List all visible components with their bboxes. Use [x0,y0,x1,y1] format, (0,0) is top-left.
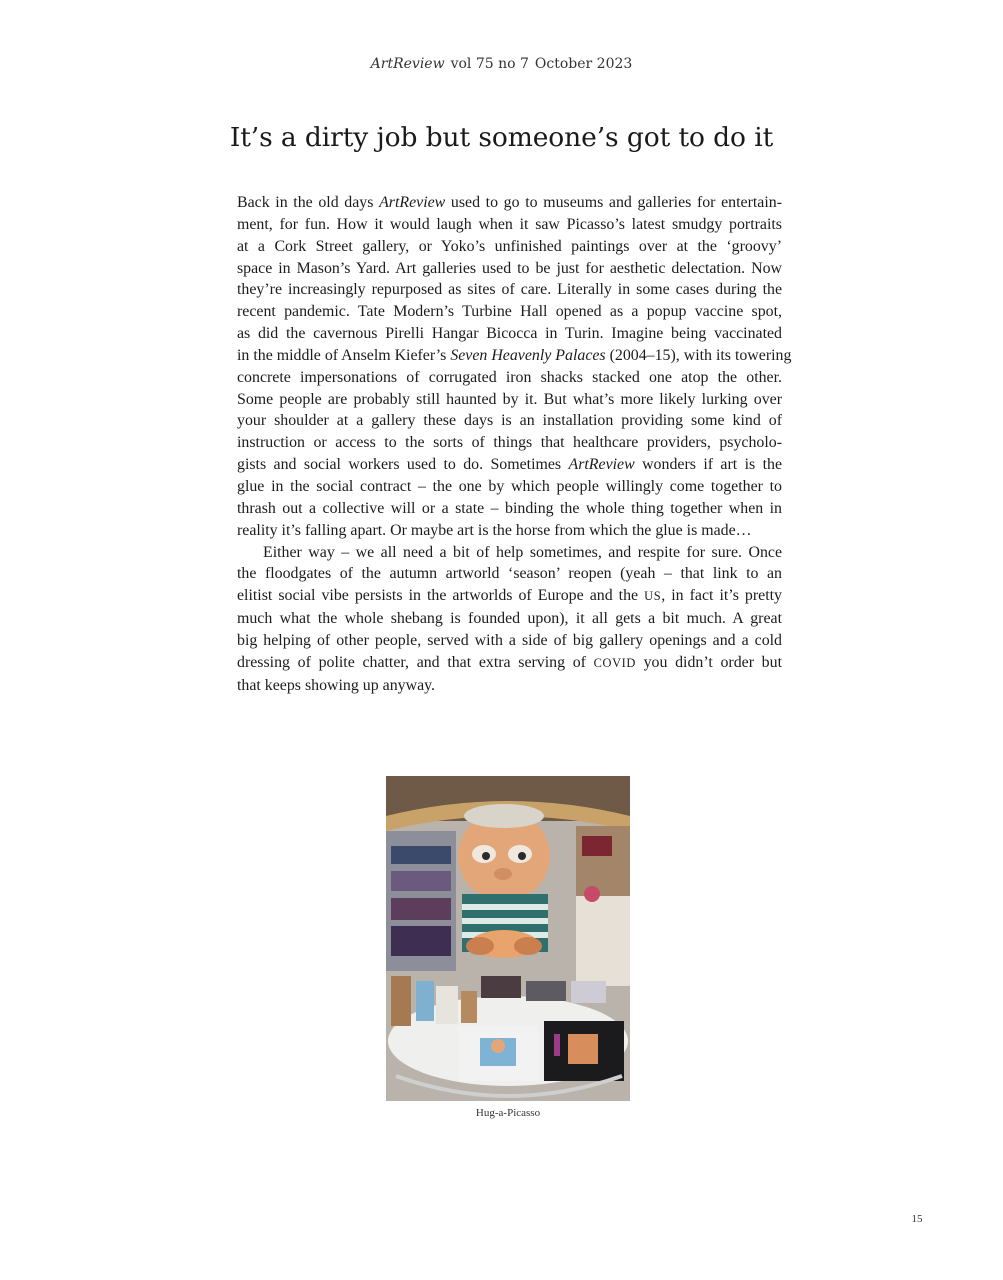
body-line: concrete impersonations of corrugated iron shacks stacked one atop the other. [237,368,782,386]
photo-caption: Hug-a-Picasso [475,1107,541,1119]
body-line: glue in the social contract – the one by which people willingly come together to [237,477,782,495]
italic-title: Seven Heavenly Palaces [450,346,606,364]
body-line: much what the whole shebang is founded upon), it all gets a bit much. A great [237,610,782,628]
page-number: 15 [911,1213,923,1225]
magazine-name: ArtReview [370,56,445,72]
article-title: It’s a dirty job but someone’s got to do it [229,122,774,153]
body-line: space in Mason’s Yard. Art galleries used to be just for aesthetic delectation. Now [237,259,782,277]
body-line: thrash out a collective will or a state – binding the whole thing together when in [237,499,782,517]
body-line: Some people are probably still haunted by it. But what’s more likely lurking over [237,390,782,408]
body-line: that keeps showing up anyway. [237,676,436,694]
body-line: big helping of other people, served with a side of big gallery openings and a cold [237,631,782,649]
body-line: they’re increasingly repurposed as sites of care. Literally in some cases during the [237,281,782,299]
small-caps-term: US [644,589,662,604]
body-line: instruction or access to the sorts of things that healthcare providers, psycholo- [237,434,782,452]
body-line: elitist social vibe persists in the artworlds of Europe and the US, in fact it’s pretty [237,587,782,605]
body-line: gists and social workers used to do. Sometimes ArtReview wonders if art is the [237,456,782,474]
body-line: at a Cork Street gallery, or Yoko’s unfinished paintings over at the ‘groovy’ [237,237,782,255]
article-photo [386,776,630,1101]
body-line: the floodgates of the autumn artworld ‘season’ reopen (yeah – that link to an [237,565,782,583]
body-line: as did the cavernous Pirelli Hangar Bicocca in Turin. Imagine being vaccinated [237,325,782,343]
body-line: in the middle of Anselm Kiefer’s Seven Heavenly Palaces (2004–15), with its towering [237,346,792,364]
issue-number: vol 75 no 7 [450,56,529,72]
issue-date: October 2023 [534,56,633,72]
plush-display-image [386,776,630,1101]
body-line: ment, for fun. How it would laugh when it saw Picasso’s latest smudgy portraits [237,215,782,233]
body-line: Either way – we all need a bit of help sometimes, and respite for sure. Once [263,543,782,561]
body-line: Back in the old days ArtReview used to go to museums and galleries for entertain- [237,194,782,211]
body-line: your shoulder at a gallery these days is an installation providing some kind of [237,412,782,430]
body-line: reality it’s falling apart. Or maybe art is the horse from which the glue is made… [237,521,752,539]
article-body [237,192,792,696]
italic-title: ArtReview [379,194,446,211]
italic-title: ArtReview [568,456,635,474]
running-header [0,56,1003,72]
body-line: dressing of polite chatter, and that extra serving of COVID you didn’t order but [237,653,782,671]
small-caps-term: COVID [593,655,636,670]
body-line: recent pandemic. Tate Modern’s Turbine Hall opened as a popup vaccine spot, [237,303,782,321]
